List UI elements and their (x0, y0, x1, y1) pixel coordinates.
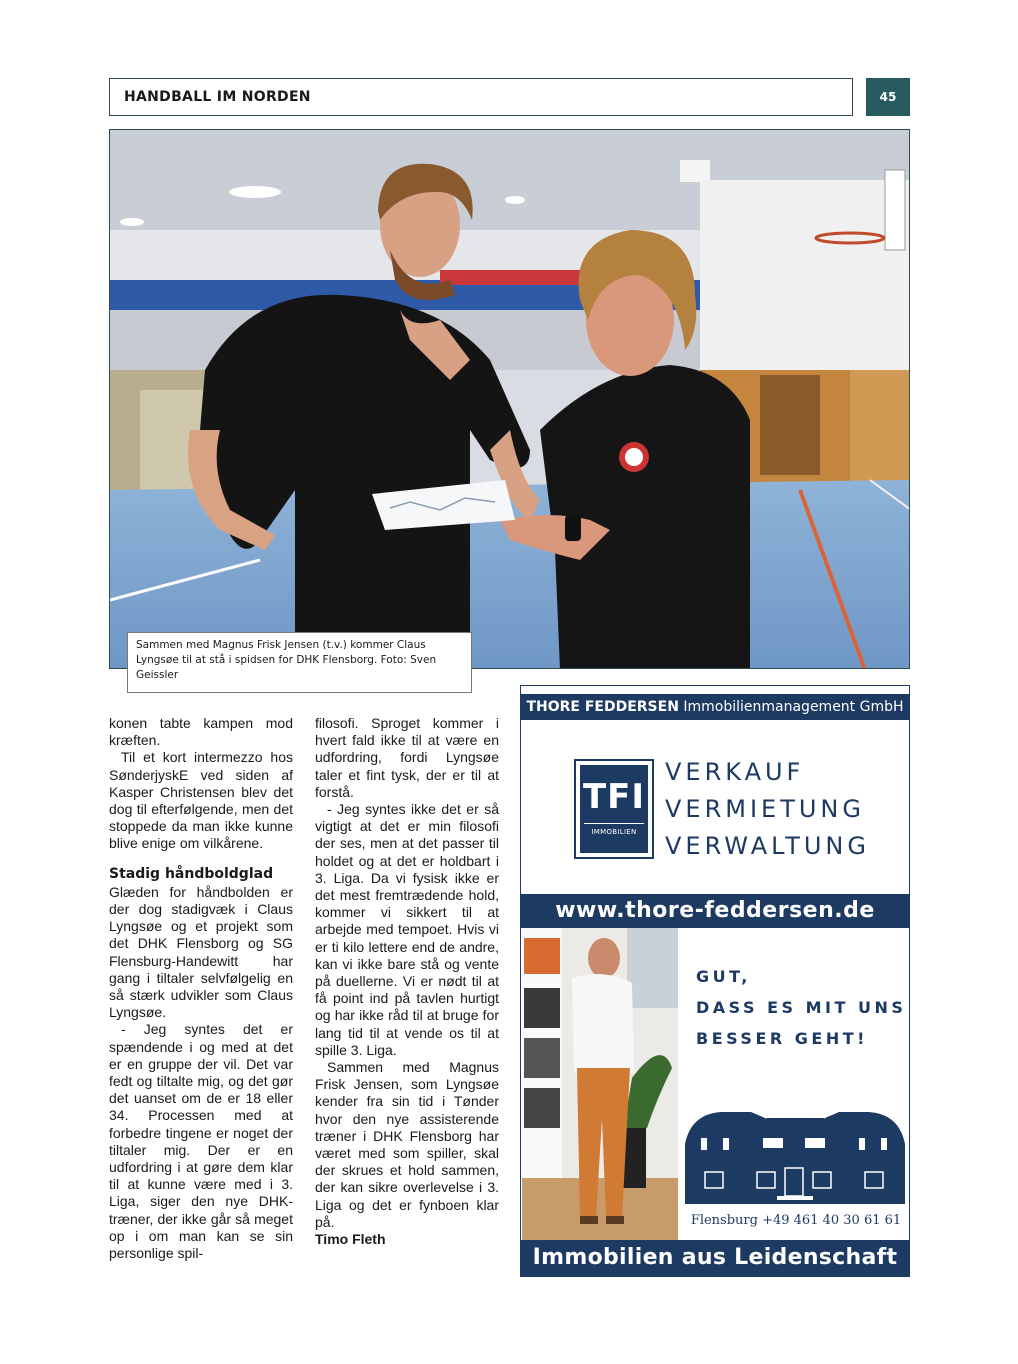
advertisement (520, 685, 910, 1277)
slogan-line: DASS ES MIT UNS (696, 998, 907, 1017)
logo-letters: TFI (582, 777, 646, 817)
paragraph: Sammen med Magnus Frisk Jensen, som Lyngsøe kender fra sin tid i Tønder hvor den nye assisterende træner i DHK Flensborg har været med som spiller, skal der skrues et hold sammen, der kan sikre overlevelse i 3. Liga og det er fynboen klar på. (315, 1059, 499, 1230)
page-number: 45 (866, 78, 910, 116)
ad-company-name: THORE FEDDERSEN (526, 699, 679, 715)
gym-scene-illustration (110, 130, 910, 669)
ad-company-bar (521, 694, 909, 720)
article-column-2 (315, 715, 499, 1248)
service-item: VERMIETUNG (665, 795, 865, 823)
agent-photo (522, 928, 678, 1240)
paragraph: - Jeg syntes det er spændende i og med at det er en gruppe der vil. Det var fedt og tiltalte mig, og det gør det uanset om de er 18 eller 34. Processen med at forbedre tingene er noget der tiltaler mig. Der er en udfordring i at gøre dem klar til at kunne være med i 3. Liga, siger den nye DHK-træner, der ikke går så meget op i om man kan se sin personlige spil- (109, 1021, 293, 1262)
ad-slogan (696, 961, 906, 1054)
house-illustration (681, 1104, 909, 1214)
paragraph: filosofi. Sproget kommer i hvert fald ikke til at være en udfordring, fordi Lyngsøe taler et fint tysk, der er til at forstå. (315, 715, 499, 800)
service-item: VERKAUF (665, 758, 805, 786)
ad-company-suffix: Immobilienmanagement GmbH (678, 699, 904, 715)
ad-tagline: Immobilien aus Leidenschaft (521, 1240, 909, 1276)
section-title: HANDBALL IM NORDEN (124, 89, 311, 105)
article-photo (109, 129, 910, 669)
logo-subtitle: IMMOBILIEN (584, 823, 644, 836)
tfi-logo (574, 759, 654, 859)
slogan-line: GUT, (696, 967, 751, 986)
paragraph: Til et kort intermezzo hos SønderjyskE ved siden af Kasper Christensen blev det dog til efterfølgende, men det stoppede da man ikke kunne blive enige om vilkårene. (109, 749, 293, 852)
photo-caption: Sammen med Magnus Frisk Jensen (t.v.) kommer Claus Lyngsøe til at stå i spidsen for DHK Flensborg. Foto: Sven Geissler (127, 632, 472, 693)
author-byline: Timo Fleth (315, 1231, 386, 1248)
slogan-line: BESSER GEHT! (696, 1029, 868, 1048)
paragraph: Glæden for håndbolden er der dog stadigvæk i Claus Lyngsøe og et projekt som det DHK Flensborg og SG Flensburg-Handewitt har gang i tiltaler selvfølgelig en så stærk udvikler som Claus Lyngsøe. (109, 883, 293, 1021)
article-column-1 (109, 715, 293, 1262)
ad-contact: Flensburg +49 461 40 30 61 61 (690, 1213, 902, 1228)
paragraph: konen tabte kampen mod kræften. (109, 715, 293, 749)
section-header (109, 78, 853, 116)
website-link[interactable]: www.thore-feddersen.de (521, 894, 909, 928)
paragraph: - Jeg syntes ikke det er så vigtigt at det er min filosofi der ses, men at det passer til holdet og at det er holdbart i 3. Liga. Da vi fysisk ikke er det mest fremtrædende hold, kommer vi sikkert til at arbejde med tempoet. Hvis vi er ti kilo lettere end de andre, kan vi ikke bare stå og vente på duellerne. Vi er nødt til at få point ind på tavlen hurtigt og har ikke råd til at bruge for lang tid til at vende os til at spille 3. Liga. (315, 801, 499, 1058)
service-item: VERWALTUNG (665, 832, 870, 860)
subheading: Stadig håndboldglad (109, 865, 274, 882)
